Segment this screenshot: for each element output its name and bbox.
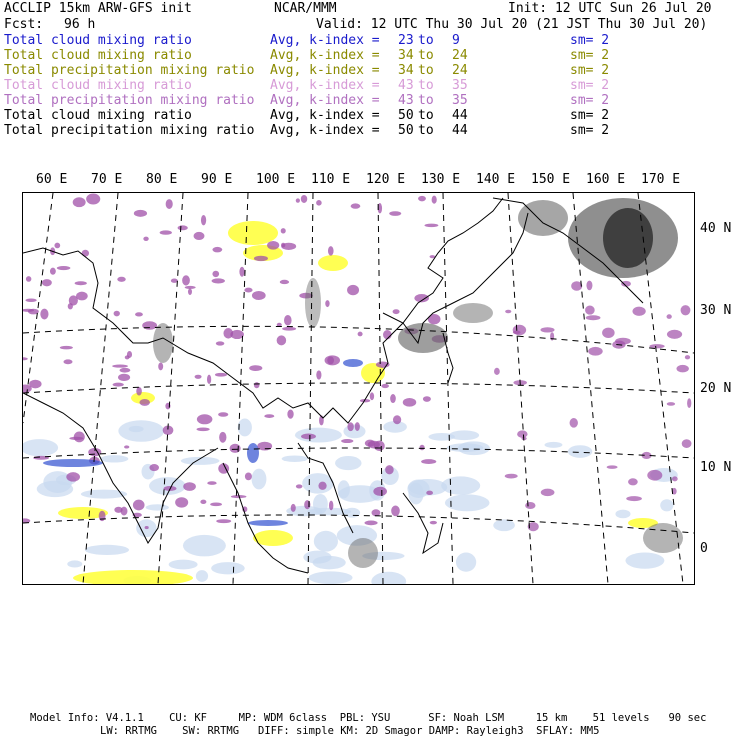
field-avg: Avg, k-index = [270, 33, 380, 48]
shading-purple [372, 509, 381, 516]
shading-purple [212, 278, 225, 283]
shading-gray [348, 538, 378, 568]
shading-purple [358, 332, 363, 337]
cloud-shading-light-blue [67, 560, 82, 567]
shading-purple [114, 311, 120, 317]
longitude-label: 170 E [641, 172, 681, 187]
field-sm: sm= 2 [570, 93, 610, 108]
longitude-label: 120 E [366, 172, 406, 187]
shading-purple [280, 280, 289, 284]
shading-purple [124, 445, 129, 448]
shading-purple [175, 497, 188, 507]
shading-purple [301, 195, 307, 203]
shading-purple [160, 230, 172, 234]
cloud-shading-light-blue [181, 457, 220, 465]
shading-purple [194, 232, 205, 240]
cloud-shading-light-blue [183, 535, 226, 556]
field-to: to [418, 63, 434, 78]
shading-purple [291, 504, 296, 512]
shading-gray [153, 323, 173, 363]
field-avg: Avg, k-index = [270, 63, 380, 78]
shading-purple [393, 309, 400, 314]
shading-purple [426, 491, 433, 495]
field-sm: sm= 2 [570, 108, 610, 123]
cloud-shading-light-blue [238, 418, 252, 436]
latitude-label: 0 [700, 541, 708, 556]
shading-purple [112, 365, 128, 368]
shading-purple [494, 368, 500, 375]
field-avg: Avg, k-index = [270, 108, 380, 123]
shading-purple [391, 506, 400, 517]
shading-purple [57, 266, 71, 270]
shading-purple [135, 312, 143, 316]
shading-purple [26, 276, 31, 282]
shading-purple [230, 444, 241, 453]
shading-purple [541, 489, 555, 496]
shading-gray [453, 303, 493, 323]
cloud-shading-light-blue [447, 443, 483, 452]
shading-purple [166, 199, 173, 209]
shading-purple [287, 409, 293, 418]
shading-purple [626, 496, 642, 501]
shading-purple [142, 321, 157, 330]
shading-purple [281, 243, 285, 248]
model-info-line-1: Model Info: V4.1.1 CU: KF MP: WDM 6class PBL: YSU SF: Noah LSM 15 km 51 levels 90 sec [30, 712, 707, 724]
shading-purple [316, 370, 321, 379]
model-info-line-2: LW: RRTMG SW: RRTMG DIFF: simple KM: 2D Smagor DAMP: Rayleigh3 SFLAY: MM5 [100, 725, 600, 737]
shading-purple [325, 300, 329, 307]
shading-purple [197, 427, 210, 431]
field-to: to [418, 123, 434, 138]
shading-purple [364, 521, 377, 526]
shading-purple [120, 368, 131, 373]
cloud-shading-light-blue [568, 445, 592, 458]
cloud-shading-light-blue [456, 552, 476, 571]
organization-label: NCAR/MMM [274, 1, 337, 16]
shading-purple [40, 309, 48, 320]
longitude-label: 60 E [36, 172, 68, 187]
field-k2: 44 [452, 108, 468, 123]
cloud-shading-light-blue [100, 455, 128, 462]
longitude-label: 100 E [256, 172, 296, 187]
cloud-shading-light-blue [282, 455, 308, 462]
shading-purple [75, 281, 87, 285]
shading-purple [134, 210, 147, 217]
shading-purple [73, 197, 86, 207]
field-name: Total cloud mixing ratio [4, 78, 192, 93]
field-k1: 43 [398, 93, 414, 108]
shading-purple [133, 500, 145, 511]
field-k2: 35 [452, 78, 468, 93]
shading-purple [50, 268, 56, 275]
shading-purple [403, 398, 416, 407]
shading-purple [318, 482, 326, 490]
shading-purple [351, 203, 361, 208]
shading-purple [373, 487, 387, 496]
shading-purple [86, 194, 100, 205]
shading-purple [329, 501, 333, 511]
shading-purple [219, 432, 226, 443]
map-panel [22, 192, 695, 585]
cloud-shading-light-blue [625, 553, 664, 569]
cloud-shading-light-blue [169, 560, 198, 570]
shading-purple [347, 285, 359, 295]
shading-purple [207, 375, 211, 384]
cloud-shading-light-blue [81, 490, 127, 499]
field-k2: 9 [452, 33, 460, 48]
shading-purple [118, 374, 130, 381]
cloud-shading-light-blue [408, 483, 423, 505]
shading-purple [125, 355, 130, 359]
shading-purple [586, 315, 601, 320]
shading-purple [667, 402, 675, 406]
shading-purple [390, 394, 396, 403]
shading-purple [347, 422, 353, 431]
longitude-label: 150 E [531, 172, 571, 187]
shading-gray [305, 278, 321, 328]
shading-purple [216, 519, 231, 523]
longitude-label: 70 E [91, 172, 123, 187]
shading-purple [74, 432, 85, 443]
cloud-shading-light-blue [544, 442, 562, 448]
shading-purple [681, 305, 691, 315]
forecast-hour: 96 h [64, 17, 96, 32]
cloud-shading-light-blue [314, 531, 338, 552]
shading-purple [628, 478, 638, 485]
field-sm: sm= 2 [570, 33, 610, 48]
shading-purple [207, 481, 216, 485]
field-to: to [418, 78, 434, 93]
shading-purple [42, 279, 52, 286]
cloud-shading-light-blue [307, 508, 351, 516]
shading-purple [615, 338, 631, 345]
shading-purple [385, 465, 394, 474]
shading-purple [421, 459, 436, 464]
shading-purple [54, 243, 60, 249]
shading-purple [178, 225, 188, 230]
field-k2: 35 [452, 93, 468, 108]
shading-purple [249, 365, 262, 371]
shading-purple [117, 277, 125, 282]
shading-purple [682, 439, 692, 448]
field-avg: Avg, k-index = [270, 48, 380, 63]
shading-purple [540, 327, 554, 332]
shading-yellow [73, 570, 193, 584]
latitude-label: 30 N [700, 303, 732, 318]
shading-purple [223, 328, 233, 339]
field-k2: 44 [452, 123, 468, 138]
shading-gray [398, 323, 448, 353]
shading-purple [281, 228, 286, 233]
latitude-label: 10 N [700, 460, 732, 475]
init-time: Init: 12 UTC Sun 26 Jul 20 [508, 1, 712, 16]
shading-purple [63, 359, 72, 364]
field-name: Total cloud mixing ratio [4, 48, 192, 63]
field-name: Total precipitation mixing ratio [4, 63, 255, 78]
cloud-shading-light-blue [441, 476, 480, 495]
shading-purple [296, 198, 300, 202]
field-avg: Avg, k-index = [270, 93, 380, 108]
shading-purple [383, 330, 392, 339]
shading-purple [647, 470, 662, 481]
longitude-label: 140 E [476, 172, 516, 187]
field-to: to [418, 33, 434, 48]
shading-purple [185, 286, 196, 289]
shading-purple [244, 288, 252, 293]
longitude-label: 110 E [311, 172, 351, 187]
shading-purple [368, 441, 380, 449]
shading-purple [264, 414, 274, 418]
shading-purple [171, 279, 178, 283]
field-sm: sm= 2 [570, 123, 610, 138]
shading-purple [432, 196, 437, 204]
shading-purple [136, 387, 142, 396]
forecast-label: Fcst: [4, 17, 44, 32]
longitude-label: 90 E [201, 172, 233, 187]
field-name: Total cloud mixing ratio [4, 33, 192, 48]
cloud-shading-light-blue [313, 556, 346, 570]
shading-blue [343, 359, 363, 367]
cloud-shading-light-blue [445, 494, 490, 511]
cloud-shading-light-blue [149, 477, 186, 495]
shading-purple [99, 511, 106, 521]
shading-purple [525, 502, 535, 509]
shading-purple [424, 224, 438, 228]
shading-gray [643, 523, 683, 553]
cloud-shading-light-blue [302, 473, 333, 493]
shading-purple [210, 503, 222, 507]
cloud-shading-light-blue [493, 519, 515, 531]
cloud-shading-light-blue [85, 545, 129, 555]
shading-purple [672, 476, 678, 481]
shading-purple [328, 246, 334, 256]
latitude-label: 20 N [700, 381, 732, 396]
shading-purple [687, 398, 691, 408]
field-name: Total precipitation mixing ratio [4, 93, 255, 108]
latitude-label: 40 N [700, 221, 732, 236]
shading-purple [149, 464, 159, 471]
cloud-shading-light-blue [428, 433, 455, 441]
field-to: to [418, 108, 434, 123]
field-sm: sm= 2 [570, 63, 610, 78]
cloud-shading-light-blue [335, 456, 361, 470]
longitude-label: 160 E [586, 172, 626, 187]
field-avg: Avg, k-index = [270, 78, 380, 93]
map-canvas [23, 193, 694, 584]
shading-purple [570, 418, 578, 428]
shading-purple [76, 292, 88, 301]
field-to: to [418, 48, 434, 63]
shading-purple [423, 396, 431, 402]
cloud-shading-light-blue [343, 424, 365, 438]
shading-purple [188, 288, 192, 295]
cloud-shading-light-blue [371, 572, 406, 584]
shading-purple [588, 347, 603, 356]
shading-purple [607, 465, 618, 469]
cloud-shading-light-blue [252, 469, 267, 490]
shading-yellow [318, 255, 348, 271]
shading-purple [195, 375, 202, 379]
shading-purple [212, 247, 222, 252]
shading-purple [218, 412, 228, 416]
shading-purple [252, 291, 266, 300]
shading-purple [325, 355, 340, 365]
longitude-label: 130 E [421, 172, 461, 187]
shading-purple [25, 298, 36, 302]
shading-purple [341, 439, 353, 443]
shading-purple [301, 433, 316, 439]
shading-purple [667, 330, 682, 339]
shading-purple [182, 275, 190, 285]
shading-purple [676, 365, 688, 372]
shading-purple [389, 211, 401, 216]
shading-purple [282, 327, 296, 331]
shading-purple [212, 271, 219, 277]
field-k2: 24 [452, 48, 468, 63]
shading-yellow [228, 221, 278, 245]
product-title: ACCLIP 15km ARW-GFS init [4, 1, 192, 16]
shading-purple [505, 310, 511, 313]
field-sm: sm= 2 [570, 78, 610, 93]
shading-purple [419, 445, 424, 451]
shading-purple [114, 507, 122, 513]
shading-purple [267, 241, 279, 250]
shading-purple [370, 392, 374, 400]
shading-purple [200, 500, 206, 504]
field-k1: 23 [398, 33, 414, 48]
cloud-shading-light-blue [196, 570, 208, 582]
shading-purple [284, 315, 292, 326]
shading-purple [316, 200, 322, 206]
shading-purple [60, 346, 73, 350]
shading-purple [216, 341, 225, 345]
field-k1: 50 [398, 108, 414, 123]
shading-purple [277, 335, 287, 345]
shading-purple [197, 414, 213, 424]
shading-purple [505, 474, 518, 479]
shading-purple [239, 267, 244, 277]
shading-purple [685, 355, 690, 359]
shading-purple [355, 422, 360, 431]
shading-purple [66, 472, 80, 481]
shading-purple [296, 484, 303, 488]
field-k1: 34 [398, 63, 414, 78]
longitude-label: 80 E [146, 172, 178, 187]
shading-purple [143, 237, 148, 241]
shading-blue [248, 520, 288, 526]
shading-purple [245, 473, 252, 481]
shading-purple [254, 382, 259, 388]
valid-time: Valid: 12 UTC Thu 30 Jul 20 (21 JST Thu 30 Jul 20) [316, 17, 708, 32]
cloud-shading-light-blue [23, 439, 58, 456]
shading-purple [201, 215, 206, 225]
cloud-shading-light-blue [129, 426, 144, 432]
field-avg: Avg, k-index = [270, 123, 380, 138]
field-k1: 34 [398, 48, 414, 63]
field-name: Total precipitation mixing ratio [4, 123, 255, 138]
shading-purple [517, 430, 527, 437]
field-k1: 43 [398, 78, 414, 93]
cloud-shading-light-blue [146, 504, 169, 510]
shading-purple [254, 256, 268, 261]
shading-purple [602, 328, 615, 338]
field-shading [23, 194, 691, 584]
shading-purple [215, 373, 227, 377]
cloud-shading-light-blue [211, 562, 245, 574]
shading-purple [418, 196, 426, 202]
cloud-shading-light-blue [660, 499, 673, 511]
shading-purple [82, 250, 89, 257]
shading-purple [586, 281, 592, 291]
shading-purple [139, 399, 150, 406]
field-to: to [418, 93, 434, 108]
field-name: Total cloud mixing ratio [4, 108, 192, 123]
shading-purple [113, 383, 124, 387]
shading-purple [23, 357, 28, 360]
field-k2: 24 [452, 63, 468, 78]
shading-purple [145, 526, 149, 529]
shading-purple [632, 307, 645, 316]
shading-purple [585, 305, 595, 314]
shading-purple [381, 384, 389, 388]
shading-purple [183, 482, 196, 491]
shading-blue [247, 443, 259, 463]
field-sm: sm= 2 [570, 48, 610, 63]
shading-purple [667, 314, 672, 319]
shading-purple [513, 325, 526, 335]
cloud-shading-light-blue [615, 510, 630, 519]
shading-purple [430, 521, 437, 524]
shading-purple [158, 363, 163, 371]
field-k1: 50 [398, 123, 414, 138]
cloud-shading-light-blue [309, 571, 353, 584]
shading-purple [393, 415, 401, 424]
